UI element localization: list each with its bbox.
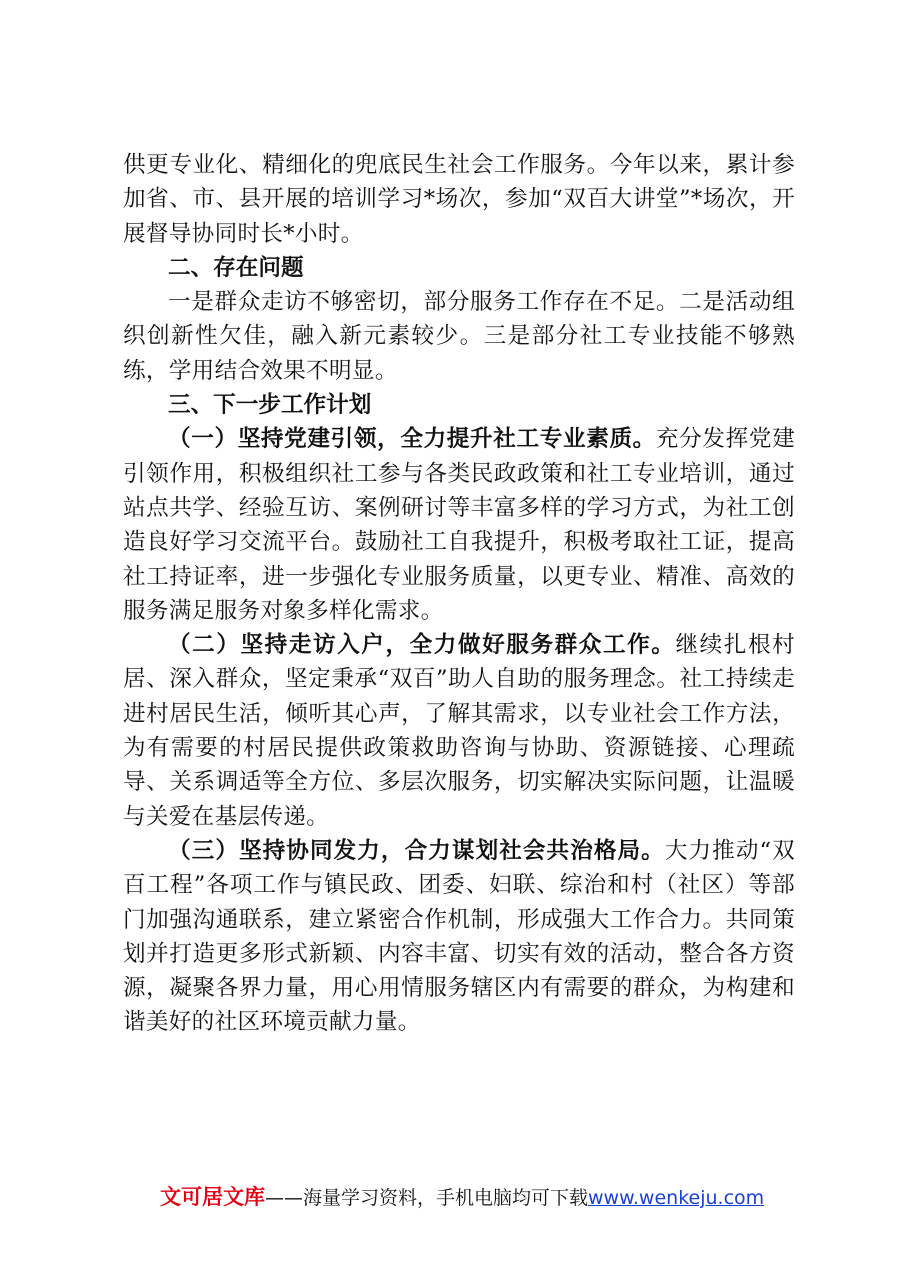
section-heading-plan: 三、下一步工作计划 [168,392,372,419]
plan-item-2-body: 继续扎根村居、深入群众，坚定秉承“双百”助人自助的服务理念。社工持续走进村居民生活，倾听其心声，了解其需求，以专业社会工作方法，为有需要的村居民提供政策救助咨询与协助、资源链接、心理疏导、关系调适等全方位、多层次服务，切实解决实际问题，让温暖与关爱在基层传递。 [123,632,796,830]
intro-paragraph: 供更专业化、精细化的兜底民生社会工作服务。今年以来，累计参加省、市、县开展的培训学习*场次，参加“双百大讲堂”*场次，开展督导协同时长*小时。 [123,152,795,247]
plan-item-1-lead: （一）坚持党建引领，全力提升社工专业素质。 [168,426,656,453]
document-body [123,148,795,1040]
plan-item-3-lead: （三）坚持协同发力，合力谋划社会共治格局。 [168,837,665,864]
section-heading-problems: 二、存在问题 [168,254,304,281]
footer-banner [160,1184,800,1211]
problems-paragraph: 一是群众走访不够密切，部分服务工作存在不足。二是活动组织创新性欠佳，融入新元素较少。三是部分社工专业技能不够熟练，学用结合效果不明显。 [123,289,795,384]
footer-website-link[interactable]: www.wenkeju.com [588,1187,765,1209]
footer-brand: 文可居文库 [160,1185,265,1209]
plan-item-3-body: 大力推动“双百工程”各项工作与镇民政、团委、妇联、综治和村（社区）等部门加强沟通联系，建立紧密合作机制，形成强大工作合力。共同策划并打造更多形式新颖、内容丰富、切实有效的活动，整合各方资源，凝聚各界力量，用心用情服务辖区内有需要的群众，为构建和谐美好的社区环境贡献力量。 [123,837,795,1036]
plan-item-1 [123,422,795,628]
footer-tagline: ——海量学习资料，手机电脑均可下载 [265,1187,589,1209]
plan-item-1-body: 充分发挥党建引领作用，积极组织社工参与各类民政政策和社工专业培训，通过站点共学、经验互访、案例研讨等丰富多样的学习方式，为社工创造良好学习交流平台。鼓励社工自我提升，积极考取社工证，提高社工持证率，进一步强化专业服务质量，以更专业、精准、高效的服务满足服务对象多样化需求。 [123,426,795,624]
plan-item-2-lead: （二）坚持走访入户，全力做好服务群众工作。 [168,632,676,659]
plan-item-3 [123,834,795,1040]
plan-item-2 [123,628,795,834]
